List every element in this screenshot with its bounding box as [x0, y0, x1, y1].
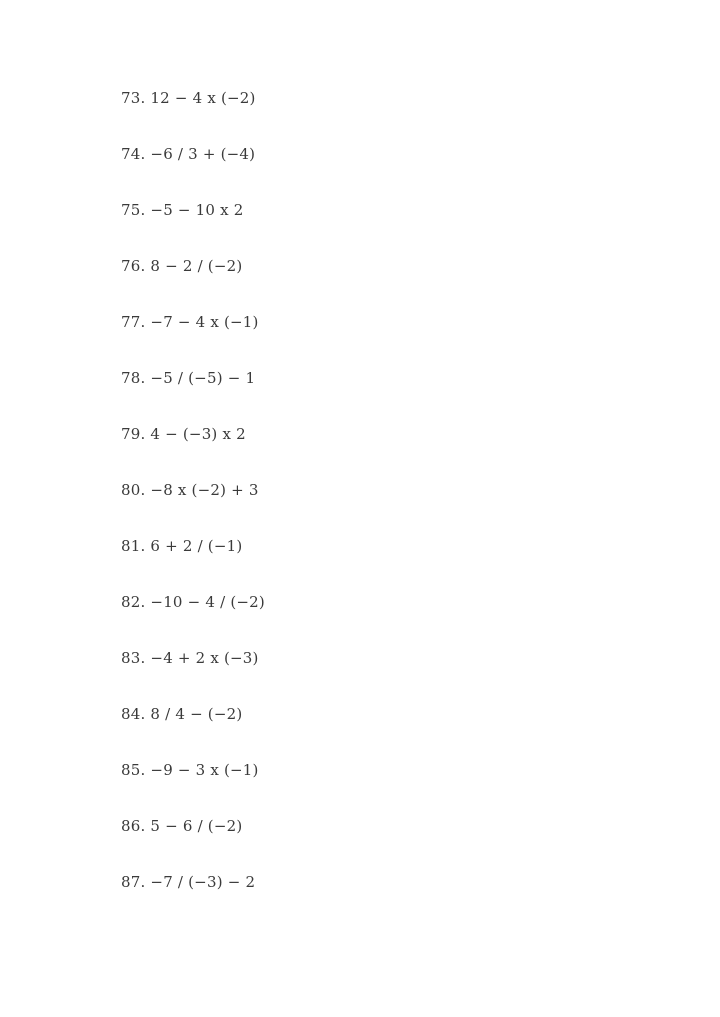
- problem-item: 87. −7 / (−3) − 2: [121, 873, 256, 891]
- problem-item: 75. −5 − 10 x 2: [121, 201, 244, 219]
- problem-item: 85. −9 − 3 x (−1): [121, 761, 259, 779]
- problem-item: 84. 8 / 4 − (−2): [121, 705, 243, 723]
- problem-list: [121, 86, 265, 926]
- problem-item: 80. −8 x (−2) + 3: [121, 481, 259, 499]
- problem-item: 73. 12 − 4 x (−2): [121, 89, 256, 107]
- problem-item: 77. −7 − 4 x (−1): [121, 313, 259, 331]
- problem-item: 81. 6 + 2 / (−1): [121, 537, 243, 555]
- problem-item: 86. 5 − 6 / (−2): [121, 817, 243, 835]
- problem-item: 76. 8 − 2 / (−2): [121, 257, 243, 275]
- problem-item: 74. −6 / 3 + (−4): [121, 145, 256, 163]
- problem-item: 83. −4 + 2 x (−3): [121, 649, 259, 667]
- problem-item: 78. −5 / (−5) − 1: [121, 369, 256, 387]
- problem-item: 82. −10 − 4 / (−2): [121, 593, 265, 611]
- problem-item: 79. 4 − (−3) x 2: [121, 425, 246, 443]
